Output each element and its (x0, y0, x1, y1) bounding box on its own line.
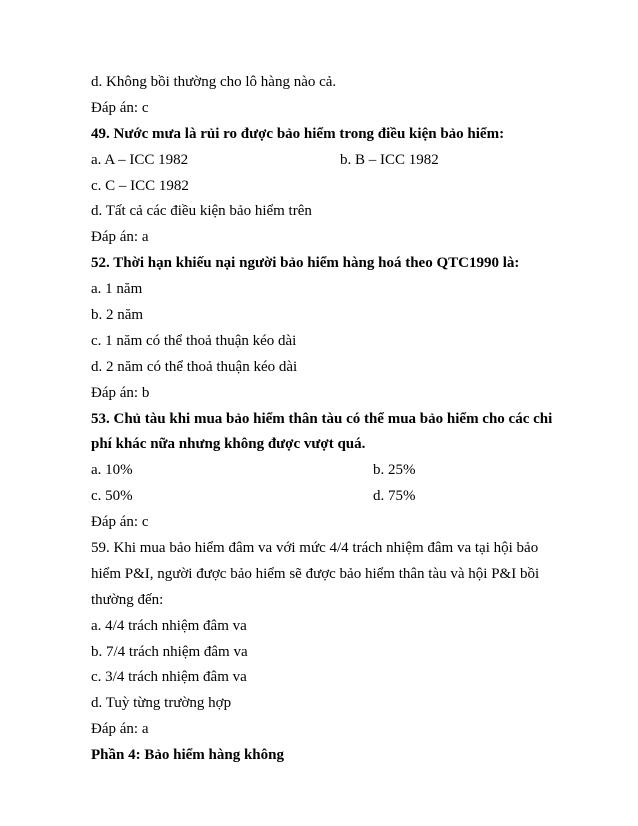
q59-answer: Đáp án: a (91, 721, 149, 738)
q59-option-a: a. 4/4 trách nhiệm đâm va (91, 617, 247, 634)
q52-option-b: b. 2 năm (91, 307, 144, 324)
q52-option-a: a. 1 năm (91, 281, 143, 298)
q49-option-b: b. B – ICC 1982 (340, 151, 439, 168)
q53-options-cd (91, 484, 561, 510)
q52-option-c: c. 1 năm có thể thoả thuận kéo dài (91, 332, 297, 349)
document-content (91, 70, 561, 769)
q59-title-line2: hiểm P&I, người được bảo hiểm sẽ được bảo hiểm thân tàu và hội P&I bồi (91, 565, 540, 582)
q52-title: 52. Thời hạn khiếu nại người bảo hiểm hàng hoá theo QTC1990 là: (91, 255, 520, 272)
q49-answer: Đáp án: a (91, 229, 149, 246)
q53-option-b: b. 25% (373, 462, 416, 479)
q59-option-d: d. Tuỳ từng trường hợp (91, 695, 232, 712)
q49-options-ab (91, 148, 561, 174)
q52-answer: Đáp án: b (91, 384, 150, 401)
prev-answer: Đáp án: c (91, 99, 149, 116)
q53-option-c: c. 50% (91, 488, 133, 505)
q52-option-d: d. 2 năm có thể thoả thuận kéo dài (91, 358, 298, 375)
q49-title: 49. Nước mưa là rủi ro được bảo hiểm trong điều kiện bảo hiểm: (91, 125, 505, 142)
q49-option-c: c. C – ICC 1982 (91, 177, 189, 194)
prev-option-d: d. Không bồi thường cho lô hàng nào cả. (91, 74, 337, 90)
q59-title-line3: thường đến: (91, 591, 164, 608)
q59-option-c: c. 3/4 trách nhiệm đâm va (91, 669, 247, 686)
q49-option-a: a. A – ICC 1982 (91, 151, 189, 168)
q59-title-line1: 59. Khi mua bảo hiểm đâm va với mức 4/4 trách nhiệm đâm va tại hội bảo (91, 540, 539, 557)
q53-option-d: d. 75% (373, 488, 416, 505)
q53-options-ab (91, 458, 561, 484)
section-heading: Phần 4: Bảo hiểm hàng không (91, 747, 284, 764)
q49-option-d: d. Tất cả các điều kiện bảo hiểm trên (91, 203, 312, 220)
q53-answer: Đáp án: c (91, 514, 149, 531)
q59-option-b: b. 7/4 trách nhiệm đâm va (91, 643, 248, 660)
q53-option-a: a. 10% (91, 462, 133, 479)
q53-title-line2: phí khác nữa nhưng không được vượt quá. (91, 436, 366, 453)
q53-title-line1: 53. Chủ tàu khi mua bảo hiểm thân tàu có thể mua bảo hiểm cho các chi (91, 410, 553, 427)
